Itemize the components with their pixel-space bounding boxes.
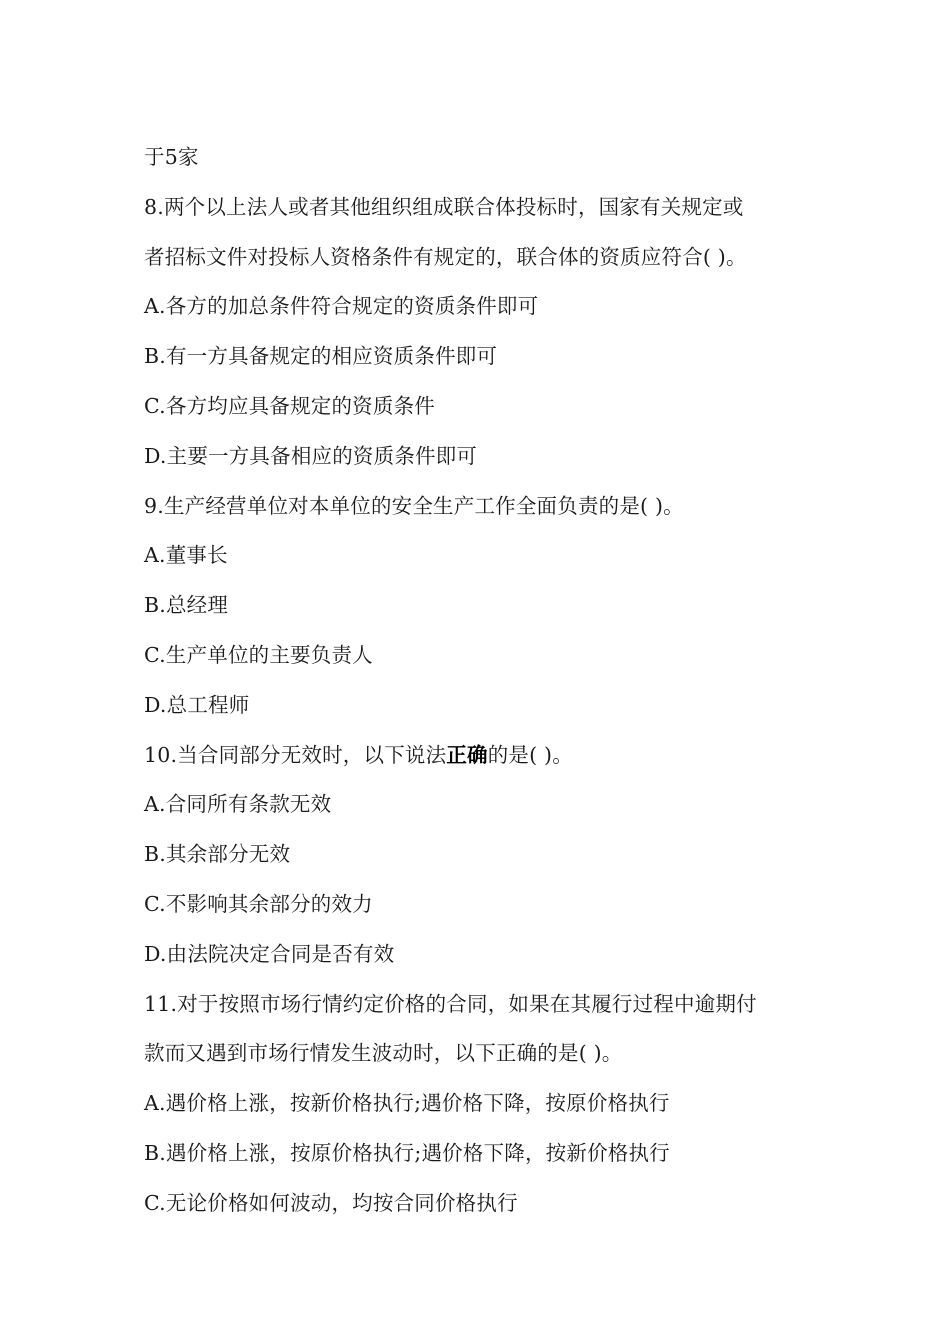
question-11-stem-cont: 款而又遇到市场行情发生波动时，以下正确的是( )。 — [144, 1041, 623, 1066]
question-10-stem — [144, 731, 824, 781]
question-11-option-b: B.遇价格上涨，按原价格执行;遇价格下降，按新价格执行 — [144, 1140, 670, 1165]
question-8-stem-cont: 者招标文件对投标人资格条件有规定的，联合体的资质应符合( )。 — [144, 244, 747, 269]
text-line: 于5家 — [144, 145, 199, 169]
question-10-option-c: C.不影响其余部分的效力 — [144, 891, 373, 916]
question-9-option-b: B.总经理 — [144, 593, 229, 618]
question-11-option-a: A.遇价格上涨，按新价格执行;遇价格下降，按原价格执行 — [144, 1091, 670, 1116]
question-11-stem: 11.对于按照市场行情约定价格的合同，如果在其履行过程中逾期付 — [144, 991, 757, 1016]
question-11-option-c: C.无论价格如何波动，均按合同价格执行 — [144, 1190, 518, 1215]
question-10-stem-end: 的是( )。 — [487, 742, 573, 767]
question-8-stem: 8.两个以上法人或者其他组织组成联合体投标时，国家有关规定或 — [144, 194, 744, 219]
question-9-stem: 9.生产经营单位对本单位的安全生产工作全面负责的是( )。 — [144, 493, 684, 518]
question-9-option-c: C.生产单位的主要负责人 — [144, 642, 373, 667]
question-10-emphasis: 正确 — [446, 742, 488, 767]
question-8-option-a: A.各方的加总条件符合规定的资质条件即可 — [144, 294, 539, 319]
question-10-option-d: D.由法院决定合同是否有效 — [144, 941, 395, 966]
question-10-option-b: B.其余部分无效 — [144, 842, 291, 867]
question-9-option-d: D.总工程师 — [144, 692, 250, 717]
question-10-stem-start: 10.当合同部分无效时，以下说法 — [144, 742, 447, 767]
question-9-option-a: A.董事长 — [144, 543, 228, 568]
document-body — [144, 133, 824, 1229]
question-8-option-c: C.各方均应具备规定的资质条件 — [144, 393, 435, 418]
question-8-option-d: D.主要一方具备相应的资质条件即可 — [144, 443, 478, 468]
question-8-option-b: B.有一方具备规定的相应资质条件即可 — [144, 344, 498, 369]
question-10-option-a: A.合同所有条款无效 — [144, 792, 332, 817]
